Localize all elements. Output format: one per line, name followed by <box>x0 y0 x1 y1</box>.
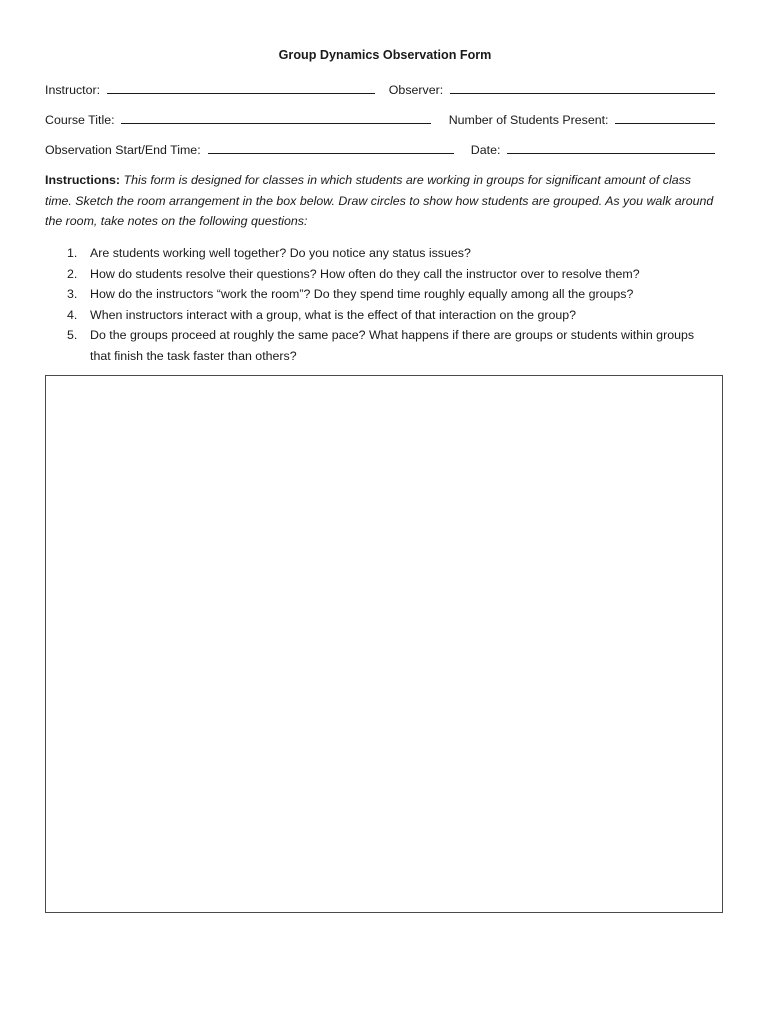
list-item <box>45 284 715 305</box>
list-item <box>45 264 715 285</box>
question-number: 2. <box>67 266 78 281</box>
list-item <box>45 305 715 326</box>
question-text: When instructors interact with a group, what is the effect of that interaction on the group? <box>90 307 577 322</box>
instructions-label: Instructions: <box>45 173 121 187</box>
date-field[interactable] <box>507 141 715 154</box>
room-sketch-box[interactable] <box>45 375 723 913</box>
observation-time-label: Observation Start/End Time: <box>45 143 201 157</box>
course-title-label: Course Title: <box>45 113 115 127</box>
question-number: 1. <box>67 246 78 260</box>
instructions-paragraph <box>45 170 715 232</box>
instructions-text: This form is designed for classes in which students are working in groups for significant amount of class time. Sketch the room arrangement in the box below. Draw circles to show how students are grouped. As you walk around the room, take notes on the following questions: <box>45 173 714 228</box>
course-title-field[interactable] <box>121 111 431 124</box>
question-list <box>45 243 715 366</box>
page-title: Group Dynamics Observation Form <box>278 48 492 62</box>
question-text: How do the instructors “work the room”? Do they spend time roughly equally among all the groups? <box>90 287 634 301</box>
question-number: 5. <box>67 328 78 342</box>
question-text: How do students resolve their questions? How often do they call the instructor over to resolve them? <box>90 266 640 281</box>
list-item <box>45 325 715 366</box>
instructor-label: Instructor: <box>45 83 101 97</box>
instructor-observer-row <box>45 81 715 97</box>
course-students-row <box>45 111 715 127</box>
observer-label: Observer: <box>388 83 444 97</box>
observer-field[interactable] <box>450 81 715 94</box>
question-number: 4. <box>67 307 78 322</box>
question-text: Are students working well together? Do you notice any status issues? <box>90 246 471 260</box>
students-present-field[interactable] <box>615 111 715 124</box>
instructor-field[interactable] <box>107 81 375 94</box>
list-item <box>45 243 715 264</box>
time-date-row <box>45 141 715 157</box>
students-present-label: Number of Students Present: <box>448 113 609 127</box>
question-text: Do the groups proceed at roughly the same pace? What happens if there are groups or students within groups that finish the task faster than others? <box>90 328 695 363</box>
question-number: 3. <box>67 287 78 301</box>
observation-time-field[interactable] <box>208 141 454 154</box>
date-label: Date: <box>470 143 501 157</box>
